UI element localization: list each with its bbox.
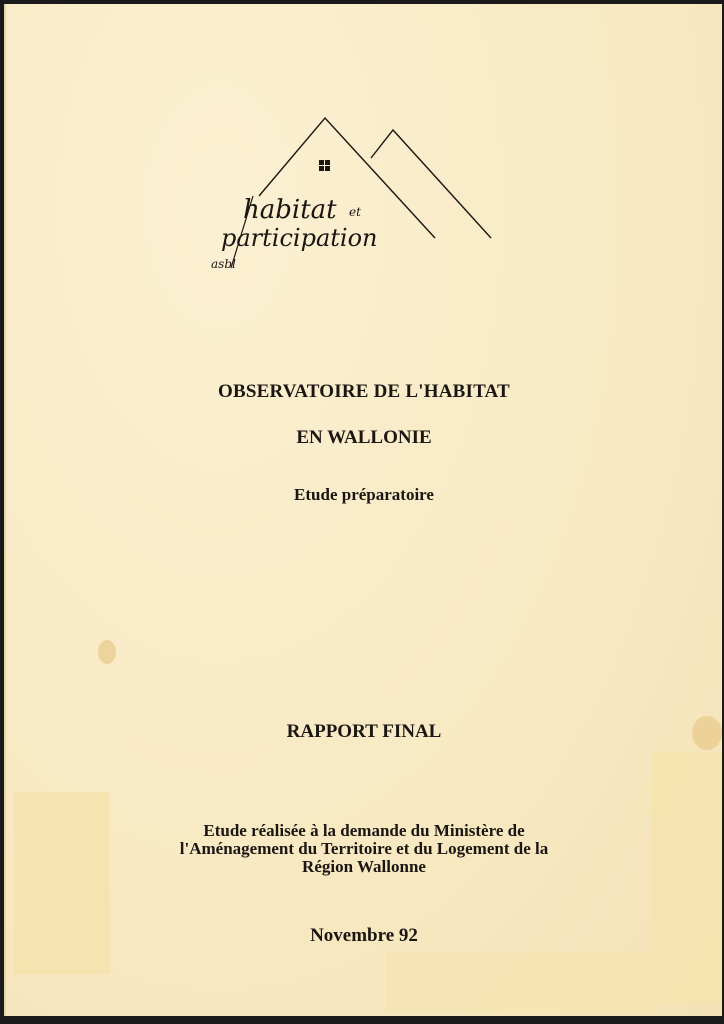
logo-word-habitat: habitat	[243, 195, 337, 225]
commission-line-1: Etude réalisée à la demande du Ministère de	[203, 821, 525, 840]
document-cover	[4, 4, 722, 1016]
publication-date: Novembre 92	[310, 925, 418, 946]
commission-line-3: Région Wallonne	[302, 857, 426, 876]
subtitle: Etude préparatoire	[294, 485, 434, 504]
window-icon	[319, 160, 330, 171]
logo-word-et: et	[349, 205, 361, 219]
habitat-participation-logo	[201, 114, 501, 274]
tape-bottom	[386, 952, 656, 1012]
logo-word-participation: participation	[221, 224, 378, 252]
commission-statement	[6, 822, 722, 876]
commission-line-2: l'Aménagement du Territoire et du Logement de la	[179, 839, 549, 858]
report-type: RAPPORT FINAL	[286, 721, 442, 742]
tape-right	[652, 752, 722, 1002]
logo-word-asbl: asbl	[211, 257, 236, 271]
title-line-1: OBSERVATOIRE DE L'HABITAT	[218, 381, 510, 402]
title-line-2: EN WALLONIE	[296, 427, 432, 448]
stain-left	[98, 640, 116, 664]
